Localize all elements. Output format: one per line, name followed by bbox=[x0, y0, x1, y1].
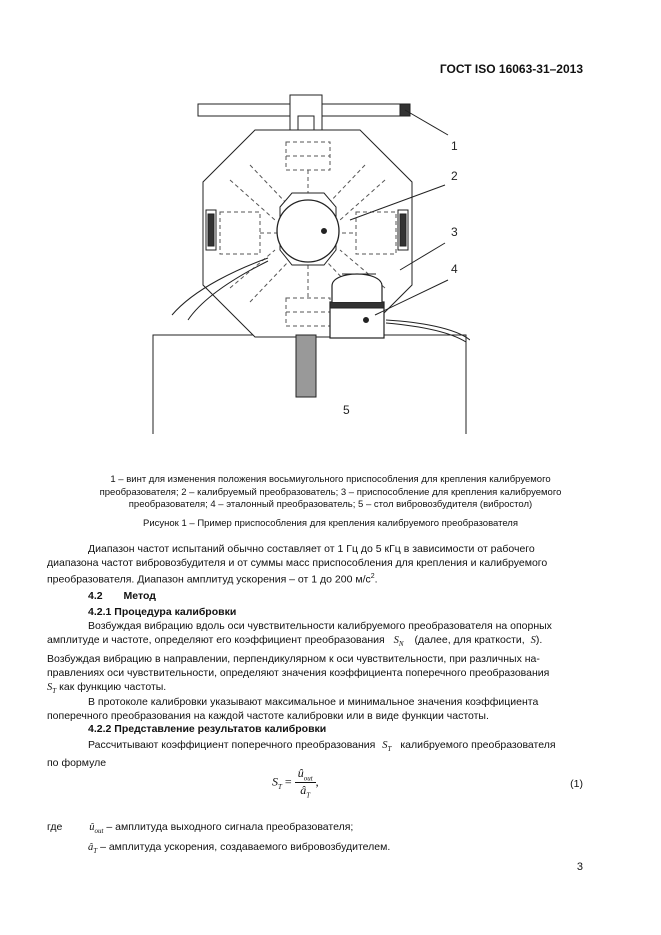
figure-legend bbox=[60, 474, 601, 512]
legend-line: преобразователя; 4 – эталонный преобразователь; 5 – стол вибровозбудителя (вибростол) bbox=[128, 499, 533, 510]
calibration-fixture-figure bbox=[150, 90, 470, 435]
where-line: где $û_{out}$ – амплитуда выходного сигнала преобразователя; bbox=[47, 821, 354, 836]
document-header: ГОСТ ISO 16063-31–2013 bbox=[439, 62, 583, 76]
subsection-heading-2: 4.2.2 Представление результатов калибровки bbox=[88, 723, 327, 735]
label-1: 1 bbox=[451, 139, 458, 153]
page-number: 3 bbox=[576, 861, 583, 873]
calibrated-transducer bbox=[277, 200, 339, 262]
label-4: 4 bbox=[451, 262, 458, 276]
subsection-heading-1: 4.2.1 Процедура калибровки bbox=[88, 606, 237, 618]
definition-line: $â_T$ – амплитуда ускорения, создаваемого вибровозбудителем. bbox=[88, 841, 391, 856]
legend-line: 1 – винт для изменения положения восьмиугольного приспособления для крепления калибруемого bbox=[110, 474, 551, 485]
label-2: 2 bbox=[451, 169, 458, 183]
stud bbox=[296, 335, 316, 397]
paragraph-protocol: В протоколе калибровки указывают максимальное и минимальное значения коэффициента поперечного преобразования на каждой частоте калибровки или в виде функции частоты. bbox=[47, 696, 539, 723]
paragraph-range: Диапазон частот испытаний обычно составляет от 1 Гц до 5 кГц в зависимости от рабочего диапазона частот вибровозбудителя и от суммы масс приспособления для крепления и калибруемого преобразователя. Диапазон амплитуд ускорения – от 1 до 200 $м/с^2$. bbox=[47, 543, 548, 586]
paragraph-results: Рассчитывают коэффициент поперечного преобразования $S_T$ калибруемого преобразователя по формуле bbox=[47, 739, 556, 770]
paragraph-procedure: Возбуждая вибрацию вдоль оси чувствительности калибруемого преобразователя на опорных амплитуде и частоте, определяют его коэффициент преобразования $S_N$ (далее, для краткости, S). Возбуждая вибрацию в направлении, перпендикулярном к оси чувствительности, при различных на- правлениях оси чувствительности, определяют значения коэффициента поперечного преобразования $S_T$ как функцию частоты. bbox=[47, 620, 552, 695]
label-3: 3 bbox=[451, 225, 458, 239]
formula: $S_T$ = $\frac{û_{out}}{â_T}$ , bbox=[272, 766, 319, 800]
symbol-st: $S_T$ bbox=[47, 681, 57, 695]
label-5: 5 bbox=[343, 403, 350, 417]
equation-number: (1) bbox=[570, 778, 583, 790]
reference-transducer-dome bbox=[332, 274, 382, 302]
symbol-sn: $S_N$ bbox=[393, 635, 404, 649]
legend-line: преобразователя; 2 – калибруемый преобразователь; 3 – приспособление для крепления калибруемого bbox=[99, 486, 562, 498]
section-heading: 4.2 Метод bbox=[88, 590, 156, 602]
figure-title: Рисунок 1 – Пример приспособления для крепления калибруемого преобразователя bbox=[143, 518, 518, 529]
